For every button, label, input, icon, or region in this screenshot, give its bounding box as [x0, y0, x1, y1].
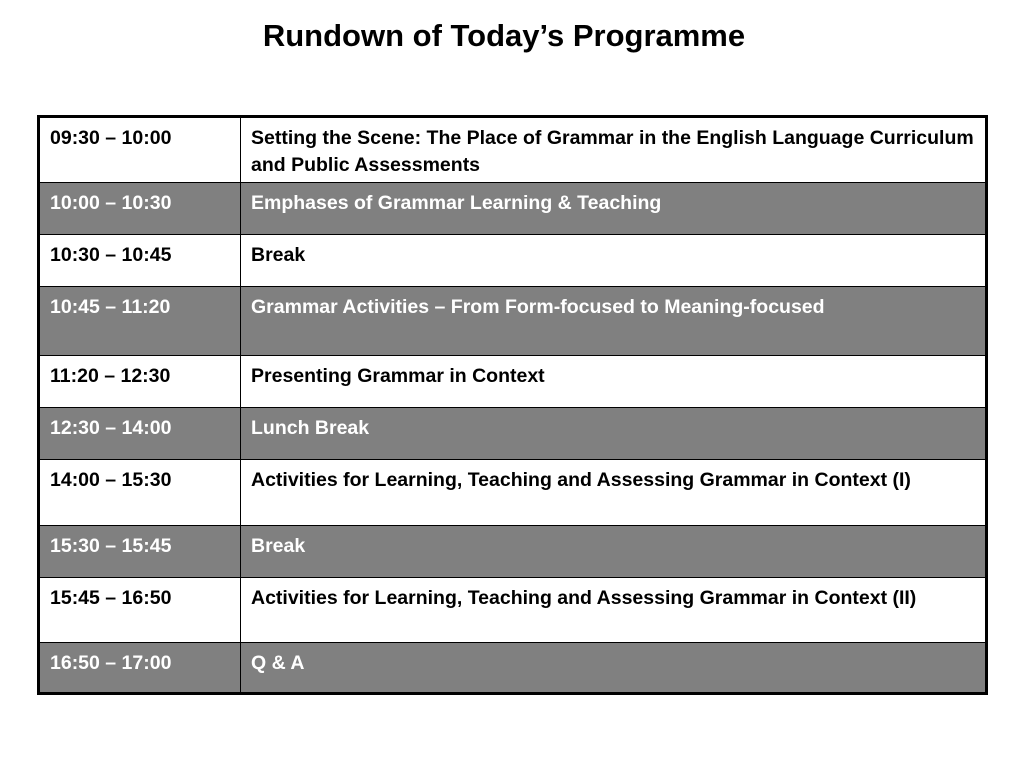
table-row: [39, 183, 987, 235]
time-cell: 10:00 – 10:30: [39, 183, 241, 235]
session-cell: Lunch Break: [241, 408, 987, 460]
time-cell: 15:30 – 15:45: [39, 526, 241, 578]
table-row: [39, 578, 987, 643]
time-cell: 10:30 – 10:45: [39, 235, 241, 287]
table-row: [39, 408, 987, 460]
session-cell: Activities for Learning, Teaching and Assessing Grammar in Context (II): [241, 578, 987, 643]
page-title: Rundown of Today’s Programme: [262, 18, 746, 53]
time-cell: 11:20 – 12:30: [39, 356, 241, 408]
time-cell: 10:45 – 11:20: [39, 287, 241, 356]
programme-table: [37, 115, 988, 695]
session-cell: Setting the Scene: The Place of Grammar in the English Language Curriculum and Public Assessments: [241, 117, 987, 183]
session-cell: Break: [241, 526, 987, 578]
table-row: [39, 460, 987, 526]
table-row: [39, 356, 987, 408]
table-row: [39, 235, 987, 287]
table-row: [39, 287, 987, 356]
time-cell: 16:50 – 17:00: [39, 643, 241, 694]
session-cell: Break: [241, 235, 987, 287]
session-cell: Emphases of Grammar Learning & Teaching: [241, 183, 987, 235]
table-row: [39, 526, 987, 578]
session-cell: Q & A: [241, 643, 987, 694]
session-cell: Grammar Activities – From Form-focused to Meaning-focused: [241, 287, 987, 356]
time-cell: 14:00 – 15:30: [39, 460, 241, 526]
table-row: [39, 643, 987, 694]
time-cell: 15:45 – 16:50: [39, 578, 241, 643]
table-row: [39, 117, 987, 183]
time-cell: 09:30 – 10:00: [39, 117, 241, 183]
time-cell: 12:30 – 14:00: [39, 408, 241, 460]
session-cell: Presenting Grammar in Context: [241, 356, 987, 408]
session-cell: Activities for Learning, Teaching and Assessing Grammar in Context (I): [241, 460, 987, 526]
